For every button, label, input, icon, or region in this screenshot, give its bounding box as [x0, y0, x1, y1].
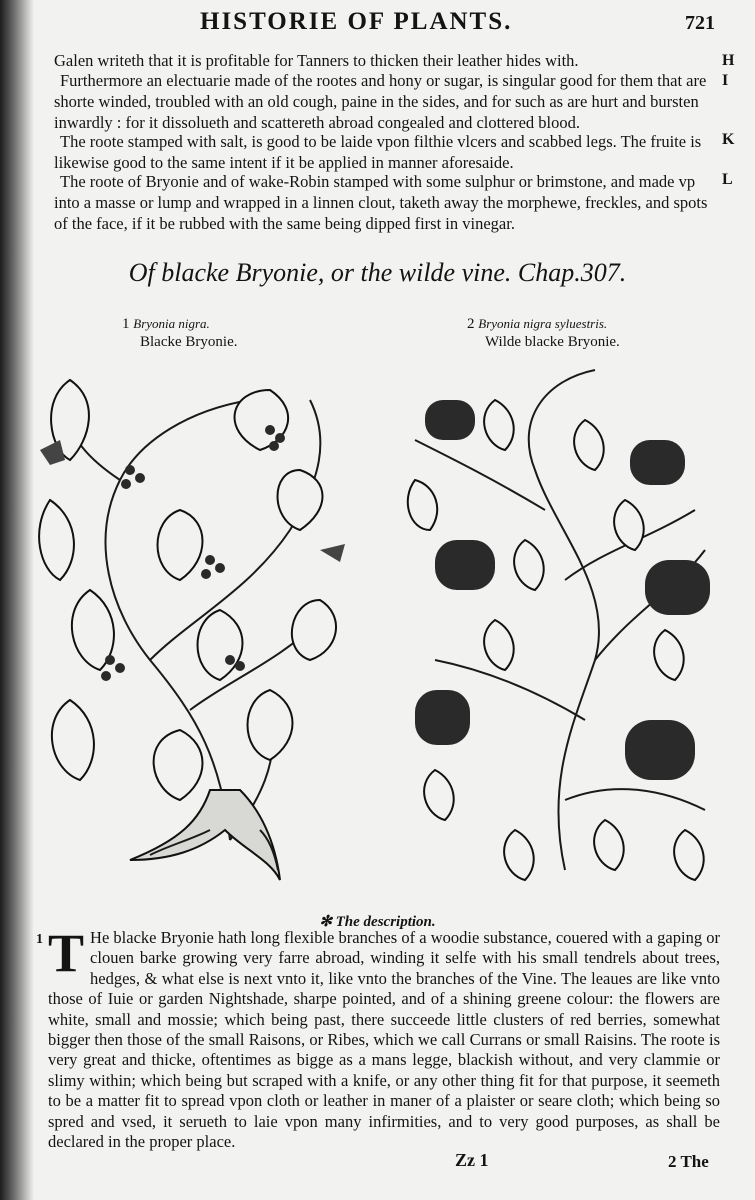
woodcut-blacke-bryonie — [30, 360, 370, 905]
drop-cap: T — [48, 923, 85, 983]
description-heading: ✻ The description. — [319, 914, 436, 930]
page-header — [0, 8, 755, 44]
figure-1-latin-name: Bryonia nigra. — [133, 316, 210, 331]
figure-2-latin-name: Bryonia nigra syluestris. — [478, 316, 608, 331]
figure-1-number: 1 — [122, 316, 130, 332]
paragraph-galen: Galen writeth that it is profitable for Tanners to thicken their leather hides with. — [54, 51, 579, 70]
binding-shadow — [0, 0, 34, 1200]
description-body: He blacke Bryonie hath long flexible branches of a woodie substance, couered with a gaping or clouen barke growing very farre abroad, winding it selfe with his small tendrels about trees, hedges, & what else is next vnto it, like vnto the branches of the Vine. The leaues are like vnto those of Iuie or garden Nightshade, sharpe pointed, and of a shining greene colour: the flowers are white, small and mossie; which being past, there succeede little clusters of red berries, somewhat bigger then those of the small Raisons, or Ribes, which we call Currans or small Raisins. The roote is very great and thicke, oftentimes as bigge as a mans legge, blackish without, and very clammie or slimy within; which being but scraped with a knife, or any other thing fit for that purpose, it seemeth to be a matter fit to spread vpon cloth or leather in maner of a plaister or seare cloth; which being so spred and vsed, it serueth to laie vpon many infirmities, and to very good purposes, as shall be declared in the proper place. — [48, 928, 720, 1152]
paragraph-electuarie: Furthermore an electuarie made of the rootes and hony or sugar, is singular good for them that are shorte winded, troubled with an old cough, paine in the sides, and for such as are hurt and bursten inwardly : for it dissolueth and scattereth abroad congealed and clottered blood. — [54, 71, 707, 132]
margin-letter-k: K — [722, 131, 735, 148]
figure-2-english-name: Wilde blacke Bryonie. — [485, 334, 620, 350]
figure-1-english-name: Blacke Bryonie. — [140, 334, 238, 350]
figure-2-number: 2 — [467, 316, 475, 332]
figure-2-caption — [467, 315, 620, 351]
figure-1-caption — [122, 315, 237, 351]
description-number: 1 — [36, 932, 43, 947]
running-head: HISTORIE OF PLANTS. — [200, 8, 513, 35]
paragraph-roote-bryonie: The roote of Bryonie and of wake-Robin stamped with some sulphur or brimstone, and made vp into a masse or lump and wrapped in a linnen clout, taketh away the morphewe, freckles, and spots of the face, if it be rubbed with the same being dipped first in vinegar. — [54, 172, 708, 233]
figure-blacke-bryonie — [30, 315, 370, 905]
margin-letter-i: I — [722, 72, 729, 89]
description-text-block — [48, 923, 720, 1152]
chapter-title: Of blacke Bryonie, or the wilde vine. Chap.307. — [128, 258, 627, 287]
paragraph-roote-salt: The roote stamped with salt, is good to be laide vpon filthie vlcers and scabbed legs. The fruite is likewise good to the same intent if it be applied in manner aforesaide. — [54, 132, 702, 172]
figure-wilde-blacke-bryonie — [395, 315, 725, 905]
woodcut-wilde-blacke-bryonie — [395, 360, 725, 905]
margin-letter-h: H — [722, 52, 735, 69]
signature-mark: Zz 1 — [455, 1150, 489, 1170]
page-number: 721 — [685, 12, 715, 34]
catchword: 2 The — [668, 1152, 709, 1171]
margin-letter-l: L — [722, 171, 733, 188]
